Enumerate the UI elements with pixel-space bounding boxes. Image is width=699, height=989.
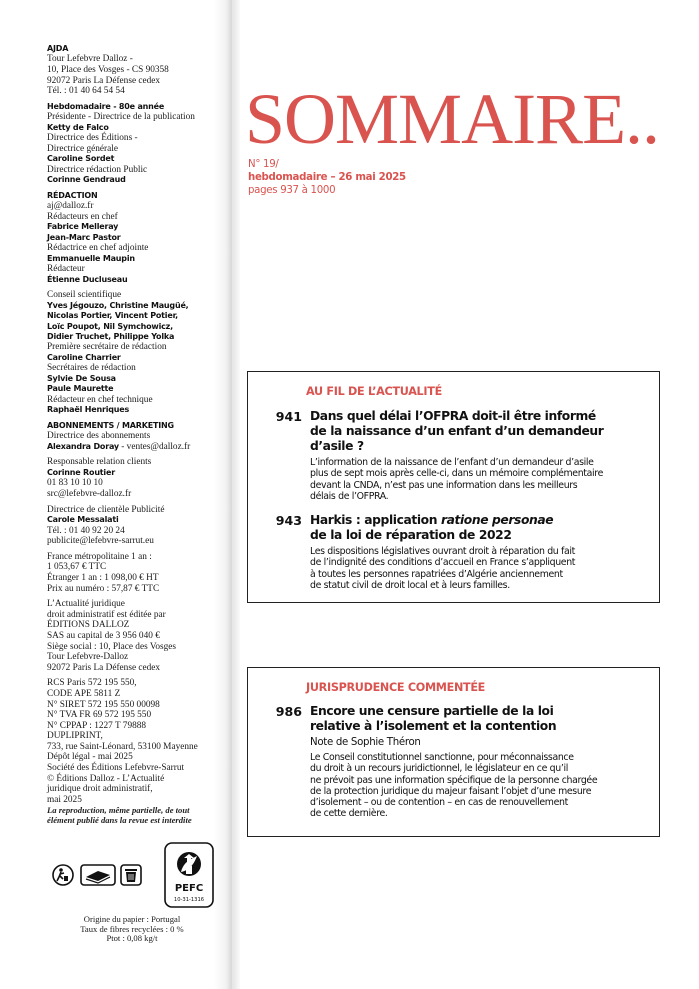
person-name: Emmanuelle Maupin [47,253,135,263]
publisher-address: 10, Place des Vosges - CS 90358 [47,65,169,75]
contact-phone: 01 83 10 10 10 [47,478,103,489]
registry-line: N° CPPAP : 1227 T 79888 [47,720,147,731]
person-name: Alexandra Doray [47,441,119,451]
printer-line: 733, rue Saint-Léonard, 53100 Mayenne [47,741,198,752]
reproduction-notice: La reproduction, même partielle, de tout [47,805,190,816]
recycling-bin-icon [120,864,142,886]
origin-line: Origine du papier : Portugal [83,914,181,924]
person-name: Caroline Charrier [47,353,121,362]
registry-line: RCS Paris 572 195 550, [47,678,137,689]
publisher-address: Tour Lefebvre Dalloz - [47,54,133,65]
toc-entry[interactable] [268,513,648,591]
page-title: SOMMAIRE.. [245,79,660,159]
role-label: Directrice rédaction Public [47,164,148,175]
registry-line: N° TVA FR 69 572 195 550 [47,710,152,721]
issue-info [248,158,406,197]
entry-title-line: de la loi de réparation de 2022 [310,528,512,542]
entry-title [310,513,648,543]
summary-line: L’information de la naissance de l’enfant d’un demandeur d’asile [310,457,594,468]
toc-entry[interactable] [268,704,648,820]
page-number: 986 [275,704,302,719]
section-heading: JURISPRUDENCE COMMENTÉE [306,681,486,694]
summary-line: Le Conseil constitutionnel sanctionne, pour méconnaissance [310,752,574,763]
copyright-line: mai 2025 [47,794,82,805]
person-name: Étienne Ducluseau [47,274,128,284]
entry-summary [310,457,648,502]
contact-phone: Tél. : 01 40 92 20 24 [47,525,125,536]
copyright-line: Société des Éditions Lefebvre-Sarrut [47,763,185,774]
legal-line: Siège social : 10, Place des Vosges [47,641,177,652]
person-name: Yves Jégouzo, Christine Maugüé, [47,300,189,310]
registry-line: CODE APE 5811 Z [47,688,121,699]
summary-line: délais de l’OFPRA. [310,490,389,502]
hebdo-label: Hebdomadaire - 80e année [47,101,165,111]
role-label: Rédacteur [47,264,85,275]
tidyman-recycle-icon [52,864,74,886]
relation-clients-block [47,457,227,499]
summary-line: Les dispositions législatives ouvrant droit à réparation du fait [310,546,575,557]
summary-line: à toutes les personnes rapatriées d’Algérie anciennement [310,568,563,580]
summary-line: d’isolement – ou de contention – en cas de renouvellement [310,797,568,809]
prices-block [47,552,227,594]
paper-origin [52,915,212,944]
reproduction-notice: élément publié dans la revue est interdite [47,815,192,826]
pefc-code: 10-31-1316 [173,897,205,903]
summary-line: ne prévoit pas une information spécifique de la personne chargée [310,774,598,786]
summary-line: devant la CNDA, n’est pas une information dans les meilleurs [310,479,578,491]
issue-date: hebdomadaire – 26 mai 2025 [248,172,406,183]
person-name: Loïc Poupot, Nil Symchowicz, [47,321,173,331]
entry-title [310,409,648,454]
price-line: 1 053,67 € TTC [47,562,107,573]
printer-line: DUPLIPRINT, [47,731,103,742]
person-name: Paule Maurette [47,384,114,394]
role-label: Secrétaires de rédaction [47,363,136,374]
entry-title-line: d’asile ? [310,439,364,453]
entry-title-line: Encore une censure partielle de la loi [310,704,554,718]
role-label: Directrice générale [47,143,118,154]
conseil-block [47,290,227,416]
registry-line: N° SIRET 572 195 550 00098 [47,699,160,710]
abonnements-block [47,421,227,453]
person-name: Caroline Sordet [47,154,115,164]
redaction-title: RÉDACTION [47,190,98,200]
publisher-phone: Tél. : 01 40 64 54 54 [47,86,125,97]
entry-title-text: Harkis : application [310,513,441,527]
person-name: Nicolas Portier, Vincent Potier, [47,311,178,321]
section-jurisprudence [247,667,660,837]
role-label: Première secrétaire de rédaction [47,342,167,353]
role-label: Directrice des Éditions - [47,133,138,144]
role-label: Conseil scientifique [47,290,122,301]
price-line: France métropolitaine 1 an : [47,551,152,562]
role-label: Directrice des abonnements [47,431,151,442]
legal-line: droit administratif est éditée par [47,609,166,620]
issue-number: N° 19/ [248,159,279,170]
entry-title-italic: ratione personae [440,513,554,527]
price-line: Prix au numéro : 57,87 € TTC [47,583,160,594]
entry-title-line [310,513,648,528]
page-number: 943 [275,513,302,528]
publisher-name: AJDA [47,44,69,53]
registry-block [47,678,227,825]
issue-pages: pages 937 à 1000 [248,185,336,196]
person-name: Didier Truchet, Philippe Yolka [47,332,175,341]
legal-line: L’Actualité juridique [47,599,125,610]
redaction-block [47,191,227,285]
entry-title [310,704,648,734]
price-line: Étranger 1 an : 1 098,00 € HT [47,572,159,583]
person-name: Carole Messalati [47,515,119,525]
origin-line: Taux de fibres recyclées : 0 % [80,923,184,934]
entry-title-line: de la naissance d’un enfant d’un demandeur [310,424,604,438]
publisher-address: 92072 Paris La Défense cedex [47,75,161,86]
page-number: 941 [275,409,302,424]
role-label: Responsable relation clients [47,457,152,468]
person-name: Jean-Marc Pastor [47,232,121,242]
entry-title-line: Dans quel délai l’OFPRA doit-il être informé [310,409,596,423]
pefc-label: PEFC [174,883,204,894]
summary-line: de statut civil de droit local et à leurs familles. [310,579,510,591]
person-name: Ketty de Falco [47,122,109,132]
entry-author: Note de Sophie Théron [310,737,421,748]
direction-block [47,102,227,186]
publisher-block [47,44,227,97]
abo-contact-line [47,442,227,453]
origin-line: Ptot : 0,08 kg/t [106,933,158,944]
role-label: Rédacteur en chef technique [47,394,153,405]
person-name: Raphaël Henriques [47,405,130,415]
redaction-email: aj@dalloz.fr [47,201,94,212]
eco-logos [52,842,222,912]
contact-email: publicite@lefebvre-sarrut.eu [47,536,154,547]
paper-stack-icon [80,864,116,886]
masthead [47,44,227,830]
summary-line: de cette dernière. [310,808,388,820]
role-label: Rédacteurs en chef [47,211,118,222]
summary-line: plus de sept mois après celle-ci, dans un mémoire complémentaire [310,468,603,480]
copyright-line: juridique droit administratif, [47,784,153,795]
entry-title-line: relative à l’isolement et la contention [310,719,557,733]
legal-line: Tour Lefebvre-Dalloz [47,652,129,663]
section-actualite [247,371,660,603]
entry-summary [310,752,648,820]
role-label: Rédactrice en chef adjointe [47,243,149,254]
summary-line: de l’indignité des conditions d’accueil en France s’appliquent [310,557,576,569]
role-label: Présidente - Directrice de la publication [47,112,195,123]
person-name: Sylvie De Sousa [47,374,116,383]
summary-line: du droit à un recours juridictionnel, le législateur en ce qu’il [310,763,568,775]
toc-entry[interactable] [268,409,648,502]
legal-block [47,599,227,673]
summary-line: de la protection juridique du majeur faisant l’objet d’une mesure [310,785,592,797]
copyright-line: © Éditions Dalloz - L’Actualité [47,773,165,784]
person-name: Fabrice Melleray [47,222,119,232]
role-label: Directrice de clientèle Publicité [47,504,165,515]
person-name: Corinne Routier [47,468,115,477]
page-fold-shadow [226,0,240,989]
person-name: Corinne Gendraud [47,175,126,185]
entry-summary [310,546,648,591]
abo-email: - ventes@dalloz.fr [118,441,191,452]
abonnements-title: ABONNEMENTS / MARKETING [47,420,174,430]
section-heading: AU FIL DE L’ACTUALITÉ [306,385,442,398]
legal-line: 92072 Paris La Défense cedex [47,662,161,673]
legal-line: ÉDITIONS DALLOZ [47,620,130,631]
contact-email: src@lefebvre-dalloz.fr [47,489,132,499]
publicite-block [47,505,227,547]
legal-line: SAS au capital de 3 956 040 € [47,630,160,641]
depot-legal: Dépôt légal - mai 2025 [47,752,133,763]
